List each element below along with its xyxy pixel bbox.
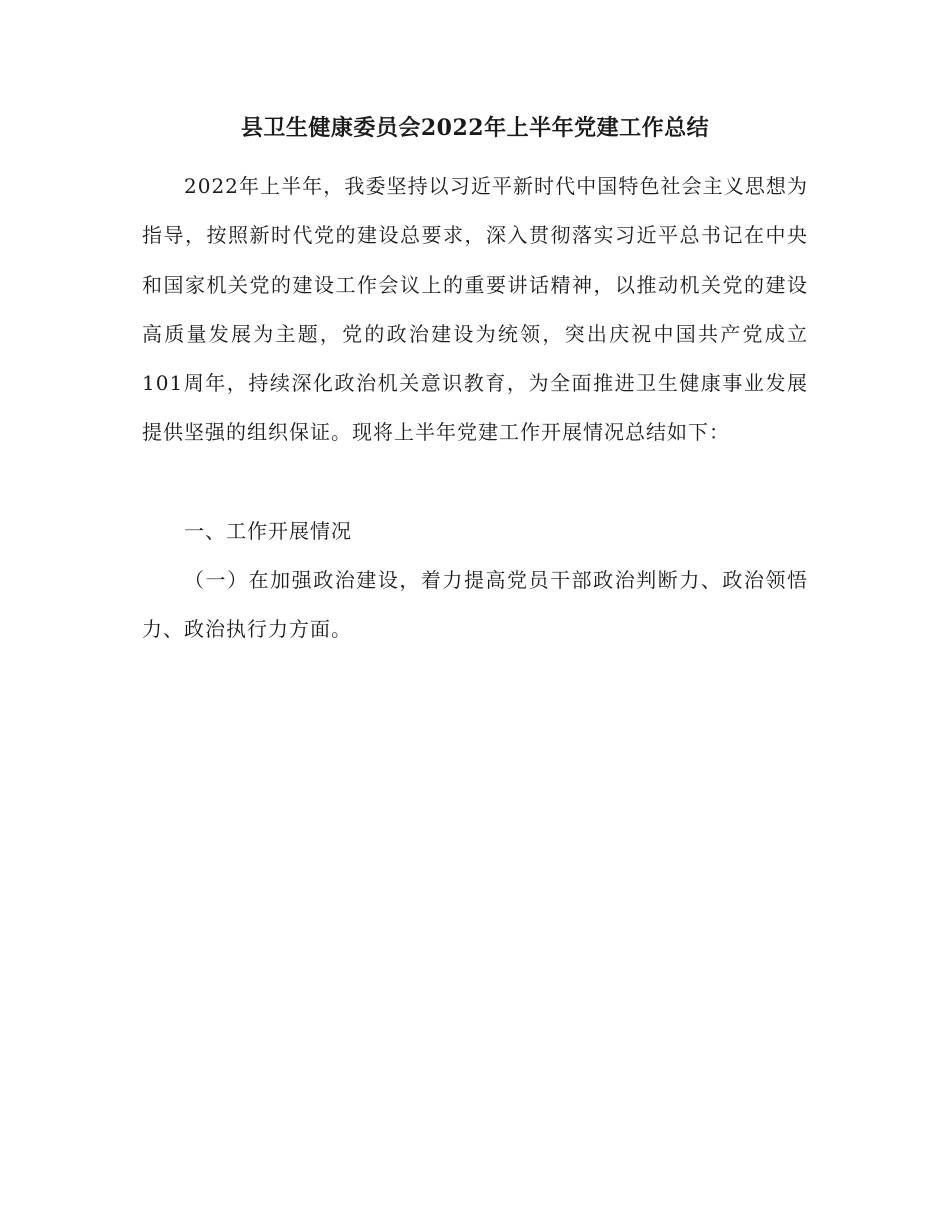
subsection-paragraph: （一）在加强政治建设，着力提高党员干部政治判断力、政治领悟力、政治执行力方面。 (142, 568, 808, 642)
intro-paragraph: 2022年上半年，我委坚持以习近平新时代中国特色社会主义思想为指导，按照新时代党的建设总要求，深入贯彻落实习近平总书记在中央和国家机关党的建设工作会议上的重要讲话精神，以推动机关党的建设高质量发展为主题，党的政治建设为统领，突出庆祝中国共产党成立101周年，持续深化政治机关意识教育，为全面推进卫生健康事业发展提供坚强的组织保证。现将上半年党建工作开展情况总结如下： (142, 174, 808, 445)
section-heading: 一、工作开展情况 (184, 519, 352, 543)
document-title: 县卫生健康委员会2022年上半年党建工作总结 (240, 115, 710, 141)
